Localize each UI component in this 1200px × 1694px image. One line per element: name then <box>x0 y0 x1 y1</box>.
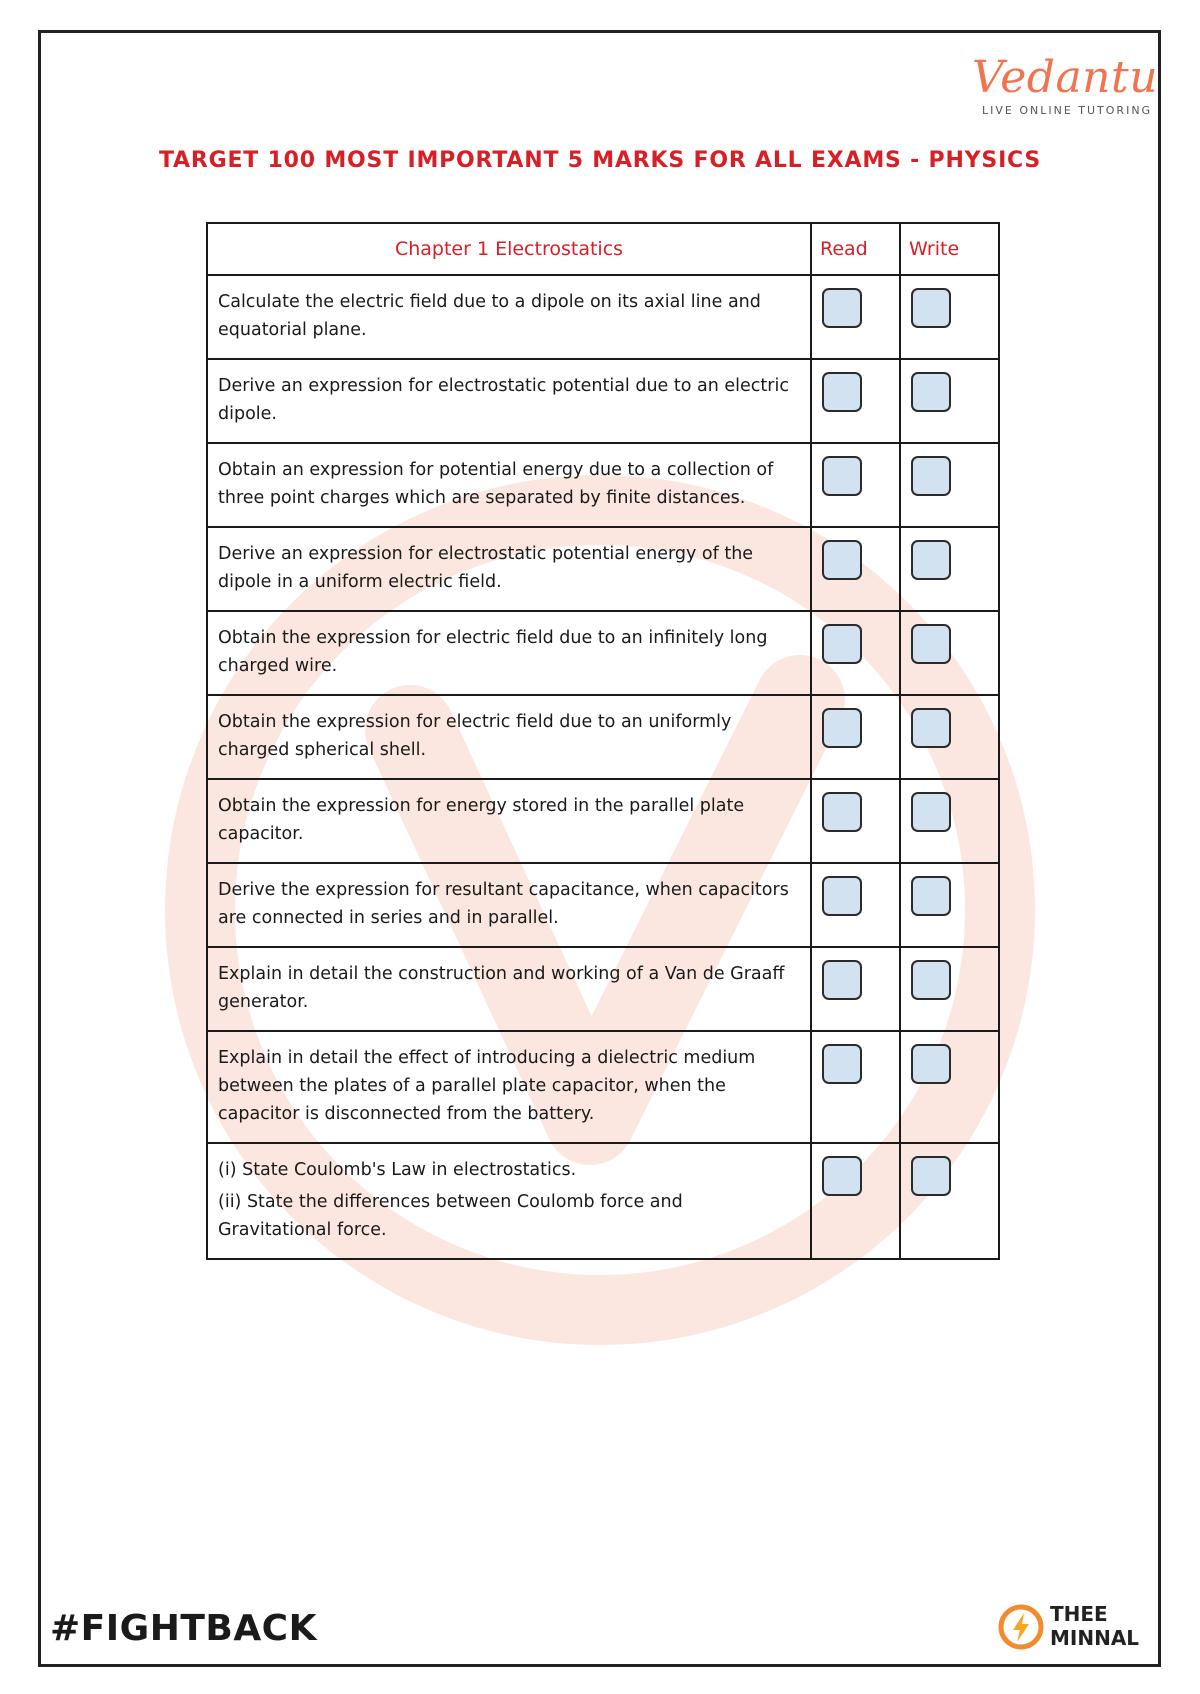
question-text: Obtain the expression for energy stored in the parallel plate capacitor. <box>218 796 745 844</box>
write-cell <box>900 527 999 611</box>
header-chapter: Chapter 1 Electrostatics <box>207 223 811 275</box>
question-cell <box>207 779 811 863</box>
read-checkbox[interactable] <box>822 1156 862 1196</box>
vedantu-logo <box>968 52 1159 122</box>
question-cell <box>207 947 811 1031</box>
write-cell <box>900 863 999 947</box>
write-checkbox[interactable] <box>911 456 951 496</box>
write-checkbox[interactable] <box>911 540 951 580</box>
table-header-row <box>207 223 999 275</box>
write-checkbox[interactable] <box>911 708 951 748</box>
question-cell <box>207 443 811 527</box>
question-text: Explain in detail the construction and working of a Van de Graaff generator. <box>218 964 785 1012</box>
question-cell <box>207 1031 811 1143</box>
question-text: Derive an expression for electrostatic potential due to an electric dipole. <box>218 376 789 424</box>
read-checkbox[interactable] <box>822 792 862 832</box>
read-cell <box>811 695 900 779</box>
table-row <box>207 1031 999 1143</box>
question-text: Calculate the electric field due to a dipole on its axial line and equatorial plane. <box>218 292 761 340</box>
question-cell <box>207 695 811 779</box>
read-cell <box>811 863 900 947</box>
question-cell <box>207 359 811 443</box>
write-cell <box>900 359 999 443</box>
write-cell <box>900 611 999 695</box>
write-checkbox[interactable] <box>911 876 951 916</box>
write-checkbox[interactable] <box>911 960 951 1000</box>
write-checkbox[interactable] <box>911 624 951 664</box>
read-cell <box>811 275 900 359</box>
page-title: TARGET 100 MOST IMPORTANT 5 MARKS FOR ALL EXAMS - PHYSICS <box>158 148 1042 173</box>
brand2-line1: THEE <box>1050 1602 1108 1626</box>
read-cell <box>811 527 900 611</box>
write-checkbox[interactable] <box>911 1044 951 1084</box>
write-cell <box>900 779 999 863</box>
write-cell <box>900 947 999 1031</box>
read-checkbox[interactable] <box>822 1044 862 1084</box>
read-checkbox[interactable] <box>822 624 862 664</box>
write-cell <box>900 275 999 359</box>
read-checkbox[interactable] <box>822 876 862 916</box>
logo-tagline: LIVE ONLINE TUTORING <box>982 104 1153 117</box>
read-checkbox[interactable] <box>822 708 862 748</box>
read-checkbox[interactable] <box>822 540 862 580</box>
read-cell <box>811 1031 900 1143</box>
question-text: (i) State Coulomb's Law in electrostatics. <box>218 1160 577 1180</box>
question-text: Derive an expression for electrostatic potential energy of the dipole in a uniform electric field. <box>218 544 754 592</box>
write-cell <box>900 1143 999 1259</box>
read-checkbox[interactable] <box>822 372 862 412</box>
question-text: Obtain the expression for electric field due to an uniformly charged spherical shell. <box>218 712 732 760</box>
question-cell <box>207 1143 811 1259</box>
table-row <box>207 443 999 527</box>
question-cell <box>207 527 811 611</box>
write-cell <box>900 1031 999 1143</box>
write-checkbox[interactable] <box>911 792 951 832</box>
question-cell <box>207 275 811 359</box>
logo-wordmark: Vedantu <box>972 52 1159 103</box>
read-cell <box>811 947 900 1031</box>
question-text: Derive the expression for resultant capacitance, when capacitors are connected in series and in parallel. <box>218 880 789 928</box>
table-row <box>207 527 999 611</box>
lightning-badge-icon <box>998 1604 1044 1650</box>
read-cell <box>811 443 900 527</box>
table-row <box>207 695 999 779</box>
question-text: Explain in detail the effect of introducing a dielectric medium between the plates of a parallel plate capacitor, when the capacitor is disconnected from the battery. <box>218 1048 756 1124</box>
fightback-hashtag: #FIGHTBACK <box>50 1608 318 1649</box>
write-cell <box>900 695 999 779</box>
question-text: Obtain the expression for electric field due to an infinitely long charged wire. <box>218 628 768 676</box>
table-row <box>207 611 999 695</box>
table-row <box>207 1143 999 1259</box>
write-checkbox[interactable] <box>911 1156 951 1196</box>
thee-minnal-logo <box>998 1602 1158 1656</box>
read-checkbox[interactable] <box>822 960 862 1000</box>
brand2-line2: MINNAL <box>1050 1626 1140 1650</box>
write-checkbox[interactable] <box>911 288 951 328</box>
read-checkbox[interactable] <box>822 288 862 328</box>
table-row <box>207 359 999 443</box>
table-row <box>207 863 999 947</box>
table-row <box>207 275 999 359</box>
header-write: Write <box>900 223 999 275</box>
read-cell <box>811 779 900 863</box>
read-cell <box>811 359 900 443</box>
write-cell <box>900 443 999 527</box>
table-row <box>207 779 999 863</box>
header-read: Read <box>811 223 900 275</box>
read-cell <box>811 611 900 695</box>
question-checklist-table <box>206 222 1000 1260</box>
table-row <box>207 947 999 1031</box>
read-checkbox[interactable] <box>822 456 862 496</box>
question-text: (ii) State the differences between Coulomb force and Gravitational force. <box>218 1192 683 1240</box>
read-cell <box>811 1143 900 1259</box>
write-checkbox[interactable] <box>911 372 951 412</box>
question-cell <box>207 863 811 947</box>
thee-minnal-wordmark <box>1050 1602 1139 1650</box>
question-cell <box>207 611 811 695</box>
question-text: Obtain an expression for potential energy due to a collection of three point charges which are separated by finite distances. <box>218 460 774 508</box>
